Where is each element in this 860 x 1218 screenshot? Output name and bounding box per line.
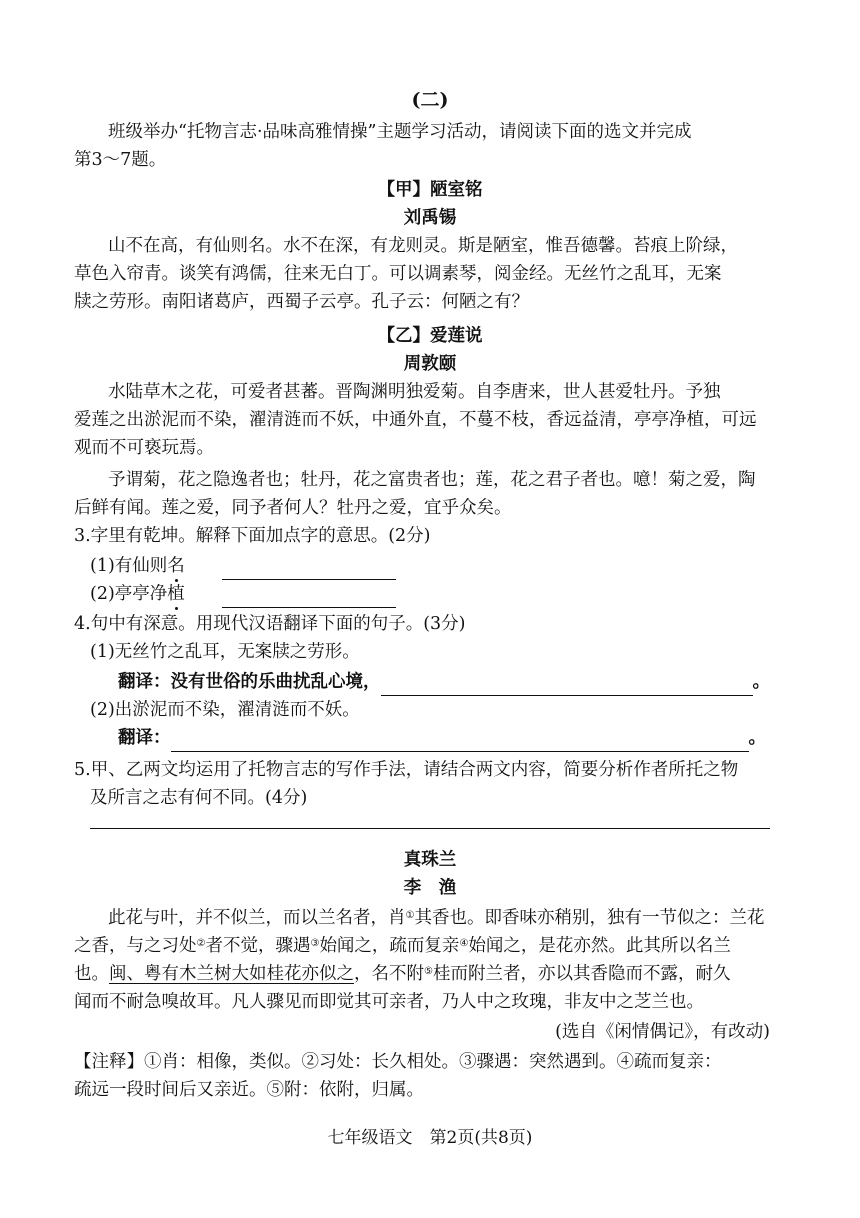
section-heading: (二)	[411, 89, 449, 111]
yi-line-4: 予谓菊，花之隐逸者也；牡丹，花之富贵者也；莲，花之君子者也。噫！菊之爱，陶	[108, 470, 756, 490]
q3-item-1-dotted-char: 名	[167, 556, 185, 576]
q3-item-2-dotted-char: 植	[167, 584, 185, 604]
q4-answer-1	[118, 668, 860, 696]
yi-line-5: 后鲜有闻。莲之爱，同予者何人？牡丹之爱，宜乎众矣。	[74, 498, 512, 518]
passage3-line-4: 闻而不耐急嗅故耳。凡人骤见而即觉其可亲者，乃人中之玫瑰，非友中之芝兰也。	[74, 992, 704, 1012]
passage3-line-3-c: 桂而附兰者，亦以其香隐而不露，耐久	[432, 964, 731, 984]
q4-answer-2-prefix: 翻译：	[118, 728, 171, 748]
q4-answer-1-end: 。	[752, 672, 770, 692]
passage3-line-3-a: 也。	[74, 964, 109, 984]
yi-line-2: 爱莲之出淤泥而不染，濯清涟而不妖，中通外直，不蔓不枝，香远益清，亭亭净植，可远	[74, 410, 757, 430]
passage3-source: (选自《闲情偶记》，有改动)	[555, 1022, 770, 1042]
intro-line-1: 班级举办“托物言志·品味高雅情操”主题学习活动，请阅读下面的选文并完成	[108, 122, 692, 142]
yi-title: 【乙】爱莲说	[377, 326, 483, 346]
q3-answer-2-blank[interactable]	[222, 587, 396, 608]
q3-answer-1-blank[interactable]	[222, 559, 396, 580]
note-ref-4: ④	[459, 938, 469, 949]
yi-author: 周敦颐	[403, 354, 457, 374]
passage3-line-3	[74, 960, 860, 988]
q3-item-2-text: (2)亭亭净	[90, 584, 168, 604]
yi-line-3: 观而不可亵玩焉。	[74, 438, 214, 458]
jia-line-1: 山不在高，有仙则名。水不在深，有龙则灵。斯是陋室，惟吾德馨。苔痕上阶绿，	[108, 236, 738, 256]
q4-item-2: (2)出淤泥而不染，濯清涟而不妖。	[90, 700, 360, 720]
note-ref-3: ③	[310, 938, 320, 949]
q3-item-1	[90, 552, 860, 580]
intro-line-2: 第3～7题。	[74, 150, 167, 170]
q4-answer-2-end: 。	[748, 728, 766, 748]
q4-stem: 4.句中有深意。用现代汉语翻译下面的句子。(3分)	[74, 614, 466, 634]
passage3-line-2-c: 始闻之，疏而复亲	[319, 936, 460, 956]
yi-line-1: 水陆草木之花，可爱者甚蕃。晋陶渊明独爱菊。自李唐来，世人甚爱牡丹。予独	[108, 382, 721, 402]
q4-answer-1-prefix: 翻译：没有世俗的乐曲扰乱心境，	[118, 672, 381, 692]
passage3-author: 李 渔	[403, 878, 457, 898]
passage3-line-1	[108, 904, 860, 932]
passage3-title: 真珠兰	[403, 850, 457, 870]
q5-line-2: 及所言之志有何不同。(4分)	[90, 788, 308, 808]
passage3-line-2-d: 始闻之，是花亦然。此其所以名兰	[468, 936, 731, 956]
passage3-line-2	[74, 932, 860, 960]
passage3-line-1-a: 此花与叶，并不似兰，而以兰名者，肖	[108, 908, 406, 928]
jia-line-3: 牍之劳形。南阳诸葛庐，西蜀子云亭。孔子云：何陋之有？	[74, 292, 529, 312]
q5-answer-line[interactable]	[90, 828, 770, 829]
q4-item-1: (1)无丝竹之乱耳，无案牍之劳形。	[90, 642, 360, 662]
passage3-line-2-a: 之香，与之习处	[74, 936, 197, 956]
passage3-line-2-b: 者不觉，骤遇	[205, 936, 311, 956]
notes-line-1: 【注释】①肖：相像，类似。②习处：长久相处。③骤遇：突然遇到。④疏而复亲：	[74, 1052, 722, 1072]
passage3-line-1-b: 其香也。即香味亦稍别，独有一节似之：兰花	[414, 908, 765, 928]
q4-answer-2	[118, 724, 860, 752]
q3-item-2	[90, 580, 860, 608]
page-footer: 七年级语文 第2页(共8页)	[327, 1128, 533, 1148]
passage3-underlined-sentence: 闽、粤有木兰树大如桂花亦似之	[109, 964, 354, 984]
passage3-line-3-b: ，名不附	[354, 964, 424, 984]
q3-stem: 3.字里有乾坤。解释下面加点字的意思。(2分)	[74, 526, 431, 546]
q4-answer-2-blank[interactable]	[171, 731, 749, 752]
jia-title: 【甲】陋室铭	[377, 180, 483, 200]
q5-line-1: 5.甲、乙两文均运用了托物言志的写作手法，请结合两文内容，简要分析作者所托之物	[74, 760, 739, 780]
note-ref-1: ①	[405, 910, 415, 921]
note-ref-2: ②	[196, 938, 206, 949]
jia-author: 刘禹锡	[403, 208, 457, 228]
note-ref-5: ⑤	[424, 966, 433, 977]
q3-item-1-text: (1)有仙则	[90, 556, 168, 576]
notes-line-2: 疏远一段时间后又亲近。⑤附：依附，归属。	[74, 1080, 424, 1100]
jia-line-2: 草色入帘青。谈笑有鸿儒，往来无白丁。可以调素琴，阅金经。无丝竹之乱耳，无案	[74, 264, 722, 284]
q4-answer-1-blank[interactable]	[381, 675, 753, 696]
